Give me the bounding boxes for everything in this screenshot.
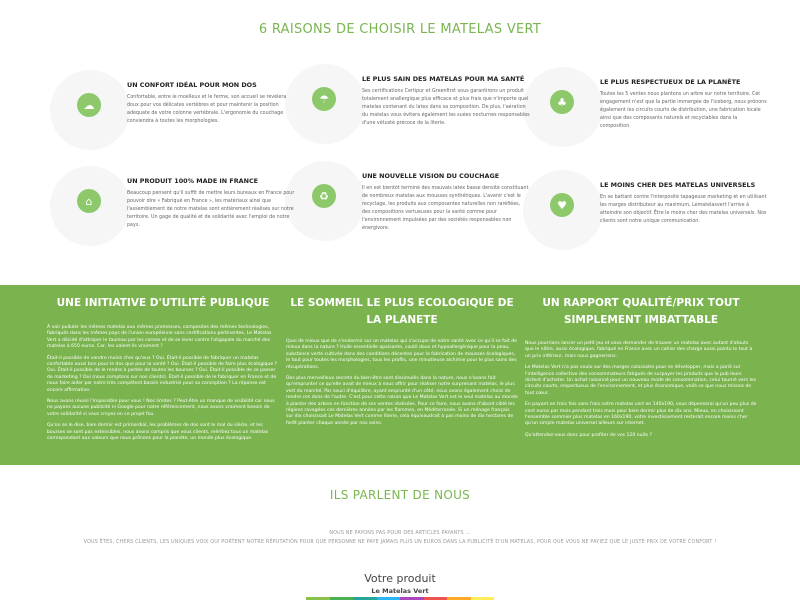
cloud-icon: ☁ — [77, 93, 101, 117]
feature-title: LE PLUS RESPECTUEUX DE LA PLANÈTE — [600, 78, 741, 86]
feature-title: UNE NOUVELLE VISION DU COUCHAGE — [362, 172, 500, 180]
feature-sain — [290, 69, 550, 149]
column-paragraph: Qu'attendez-vous donc pour profiter de vos 120 nuits ? — [525, 432, 652, 438]
feature-text: Confortable, entre le moelleux et le ferme, son accueil se révèlera doux pour vos délicates vertèbres et pour maintenir la position adéquate de votre colonne vertébrale. L'ergonomie du couchage conviendra à toutes les morphologies. — [127, 95, 287, 124]
temoignages-line-2: VOUS ÊTES, CHERS CLIENTS, LES UNIQUES VOIX QUI PORTENT NOTRE RÉPUTATION POUR QUE PERSONNE NE PAYE JAMAIS PLUS UN EUROS DANS LA PUBLICITÉ D'UN MATELAS, POUR QUE VOUS NE PAYIEZ QUE LE JUSTE PRIX DE VOTRE CONFORT ! — [83, 540, 717, 545]
tree-icon: ♣ — [550, 90, 574, 114]
column-sommeil — [286, 285, 518, 465]
feature-title: LE PLUS SAIN DES MATELAS POUR MA SANTÉ — [362, 75, 525, 83]
column-paragraph: Nous pourrions lancer un petit jeu et vous demander de trouver un matelas avec autant d'atouts que le nôtre, aussi écologique, fabriqué en France avec un cahier des charge aussi pointu le tout à un prix inférieur, mais nous gagnerions. — [525, 341, 753, 359]
feature-text: Beaucoup pensent qu'il suffit de mettre leurs bureaux en France pour pouvoir dire « Fabriqué en France », les matériaux ainsi que l'assemblement de notre matelas sont entièrement réalisés sur notre territoire. Un gage de qualité et de solidarité avec l'emploi de notre pays. — [127, 191, 295, 228]
feature-title: UN PRODUIT 100% MADE IN FRANCE — [127, 177, 259, 185]
column-paragraph: En payant en trois fois sans frais notre matelas vert en 140x190, vous dépenserai qu'un peu plus de cent euros par mois pendant trois mois pour bien dormir plus de dix ans. Mieux, en choisissant l'ensemble sommier plus matelas en 160x190, votre investissement resterait encore moins cher qu'un simple matelas universel ailleurs sur internet. — [525, 402, 757, 427]
column-paragraph: À voir pulluler les mêmes matelas aux mêmes promesses, composées des mêmes technologies, fabriqués dans les mêmes pays de l'union européenne sans certifications pertinentes, Le Matelas Vert a décidé d'attraper le taureau par les cornes et de se lever contre l'oligopole du marché des matelas à 650 euros. Car, les valent-ils vraiment ? — [47, 325, 272, 350]
feature-text: En se battant contre l'interposité tapageuse marketing et en utilisant les marges distributeur au maximum, Lematelasvert l'arrive à atteindre son objectif. Être le moins cher des matelas universels. Nos clients sont notre unique communication. — [600, 195, 767, 224]
column-paragraph: Qu'on se le dise, bien dormir est primordial, les problèmes de dos sont le mal du siècle, et les bourses se sont pas extensibles, nous avons compris que vous clients, méritiez tous un matelas correspondant aux valeurs que nous prônons pour la planète, un monde plus écologique. — [47, 423, 269, 442]
column-title: LE SOMMEIL LE PLUS ECOLOGIQUE DE LA PLANETE — [290, 297, 514, 326]
column-paragraph: Était-il possible de vendre moins cher qu'eux ? Oui. Était-il possible de fabriquer un matelas confortable aussi bon pour le dos que pour la santé ? Oui. Était-il possible de faire plus écologique ? Oui. Était-il possible de le rendre à portée de toutes les bourses ? Oui. Était-il possible de se passer de marketing ? Oui (nous comptons sur nos clients). Était-il possible de le fabriquer en France et de nous faire aider par notre très compétent bassin industriel pour sa conception ? La réponse est encore affirmative. — [47, 355, 278, 393]
feature-moins-cher — [528, 175, 788, 255]
column-body — [286, 339, 518, 432]
feature-title: UN CONFORT IDÉAL POUR MON DOS — [127, 81, 257, 89]
feature-vision — [290, 166, 550, 246]
column-paragraph: Nous avons réussi l'impossible pour vous ! Nos limites ? Peut-être un manque de visibilité car nous ne payons aucune publicité ni Google pour notre référencement, nous avons vraiment besoin de votre solidarité si vous croyez en ce projet fou. — [47, 399, 275, 417]
umbrella-icon: ☂ — [312, 87, 336, 111]
feature-text: Il en est bientôt terminé des mauvais latex basse densité constituant de nombreux matelas aux mousses synthétiques. L'avenir c'est le recyclage, les produits aux composantes naturelles non raréfiées, des compositions vertueuses pour la santé comme pour l'environnement impulsées par des sociétés responsables non énergivore. — [362, 186, 529, 231]
feature-title: LE MOINS CHER DES MATELAS UNIVERSELS — [600, 181, 756, 189]
feature-confort — [55, 75, 315, 155]
column-paragraph: Le Matelas Vert n'a pas voulu sur des marges colossales pour se développer, mais a parié sur l'intelligence collective des consommateurs fatigués de surpayer les produits que la pub leurs dictent d'acheter. Un achat raisonné pour un nouveau mode de consommation, celui tourné vers les circuits courts, respectueux de l'environnement, et plus économique, voilà ce que nous misons de tout cœur. — [525, 365, 756, 396]
feature-made-in-france — [55, 171, 315, 251]
temoignages-title: ILS PARLENT DE NOUS — [329, 488, 471, 502]
column-body — [525, 341, 757, 444]
heart-icon: ♥ — [550, 193, 574, 217]
temoignages-line-1: NOUS NE PAYONS PAS POUR DES ARTICLES PAYANTS ... — [329, 531, 471, 536]
column-title: UNE INITIATIVE D'UTILITÉ PUBLIQUE — [56, 297, 270, 309]
column-body — [47, 325, 279, 448]
recycle-icon: ♻ — [312, 184, 336, 208]
home-icon: ⌂ — [77, 189, 101, 213]
column-paragraph: Des plus merveilleux secrets du bien-être sont dissimulés dans la nature, nous n'avons fait qu'emprunter ce qu'elle avait de mieux à nous offrir pour réaliser notre surprenant matelas, le plus vert du marché. Par souci d'équilibre, ayant emprunté d'un côté, nous avons également choisi de rendre ces dons de l'autre. C'est pour cette raison que Le Matelas Vert est le seul matelas au monde à planter des arbres en fonction de ses ventes réalisées. Pour ce faire, nous avons d'abord ciblé les régions ravagées ces dernières années par les flammes, en Méditerranée. Si un ménage français sur dix choisissait Le Matelas Vert comme literie, cela équivaudrait à pas moins de dix hectares de forêt planter chaque année par nos soins. — [286, 376, 518, 426]
column-paragraph: Quoi de mieux que de s'endormir sur un matelas qui s'occupe de notre santé avec ce qu'il se fait de mieux dans la nature ? Huile essentielle apaisante, coutil doux et hypoallergénique pour la peau, substance verte cultivée dans des conditions décentes pour la fabrication de mousses écologiques, le tout pour toutes les morphologies, tous les profils, une minutieuse alchimie pour le plus sains des récupérations. — [286, 339, 517, 370]
produit-title: Votre produit — [364, 572, 436, 585]
feature-text: Ses certifications Certipur et Greenfirst vous garantirons un produit totalement anallergique plus efficace et plus frais que n'importe quel matelas contenant du latex dans sa composition. De plus, l'aération du matelas vous évitera également les suées nocturnes responsables d'une vétusté précoce de la literie. — [362, 89, 530, 126]
feature-text: Toutes les 5 ventes nous plantons un arbre sur notre territoire. Cet engagement n'est que la partie immergée de l'iceberg, nous prônons également les circuits courts de distribution, une fabrication locale ainsi que des composants naturels et recyclables dans la composition. — [600, 92, 767, 129]
feature-respectueux — [528, 72, 788, 152]
produit-subtitle: Le Matelas Vert — [371, 587, 429, 595]
column-initiative — [47, 285, 279, 465]
column-rapport — [525, 285, 757, 465]
raisons-title: 6 RAISONS DE CHOISIR LE MATELAS VERT — [258, 22, 542, 37]
column-title: UN RAPPORT QUALITÉ/PRIX TOUT SIMPLEMENT IMBATTABLE — [542, 297, 740, 326]
green-band — [0, 285, 800, 465]
